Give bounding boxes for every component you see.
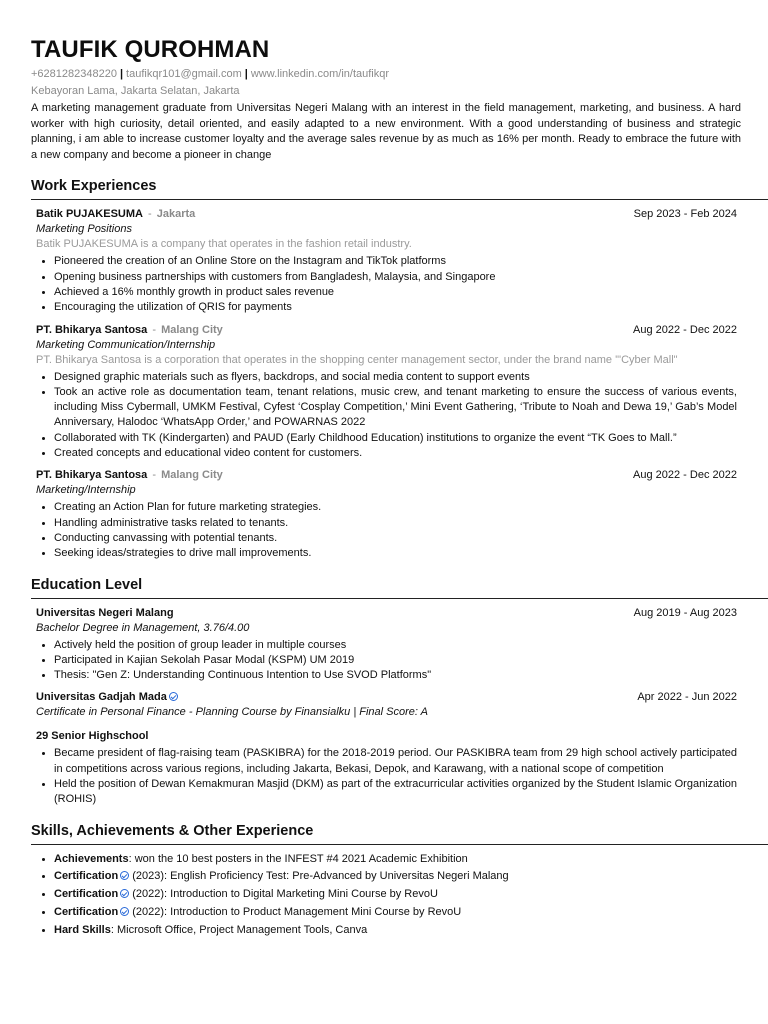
organization-name: Batik PUJAKESUMA <box>36 208 143 221</box>
work-entry <box>31 207 741 315</box>
verified-check-icon <box>169 692 178 701</box>
work-entry <box>31 468 741 561</box>
section-title-education: Education Level <box>31 576 768 599</box>
entry-header <box>36 207 741 222</box>
date-range: Aug 2022 - Dec 2022 <box>633 469 737 482</box>
list-item: • Thesis: "Gen Z: Understanding Continuous Intention to Use SVOD Platforms" <box>54 668 741 683</box>
entry-header <box>36 729 741 744</box>
item-text: : won the 10 best posters in the INFEST #4 2021 Academic Exhibition <box>128 852 468 865</box>
list-item: • Held the position of Dewan Kemakmuran Masjid (DKM) as part of the extracurricular activities organized by the Student Islamic Organization (ROHIS) <box>54 777 741 808</box>
linkedin-link[interactable]: www.linkedin.com/in/taufikqr <box>250 68 390 80</box>
education-entry <box>31 690 741 720</box>
list-item: • Designed graphic materials such as flyers, backdrops, and social media content to support events <box>54 370 741 385</box>
date-range: Sep 2023 - Feb 2024 <box>633 208 737 221</box>
education-entry <box>31 606 741 684</box>
role-title: Marketing Communication/Internship <box>36 338 216 351</box>
bullet-list <box>36 638 741 684</box>
item-text: (2023): English Proficiency Test: Pre-Advanced by Universitas Negeri Malang <box>129 870 509 883</box>
address: Kebayoran Lama, Jakarta Selatan, Jakarta <box>31 85 240 97</box>
date-range: Aug 2022 - Dec 2022 <box>633 323 737 336</box>
date-range: Apr 2022 - Jun 2022 <box>637 691 737 704</box>
list-item: • Pioneered the creation of an Online Store on the Instagram and TikTok platforms <box>54 254 741 269</box>
item-label: Certification <box>54 906 119 918</box>
list-item: • Encouraging the utilization of QRIS for payments <box>54 300 741 315</box>
entry-header <box>36 323 741 338</box>
location: Malang City <box>161 323 223 336</box>
separator-dash: - <box>144 208 155 221</box>
list-item: • Seeking ideas/strategies to drive mall improvements. <box>54 546 741 561</box>
location: Jakarta <box>156 208 196 221</box>
item-text: (2022): Introduction to Digital Marketing Mini Course by RevoU <box>129 888 438 901</box>
company-description: PT. Bhikarya Santosa is a corporation that operates in the shopping center management sector, under the brand name '"Cyber Mall" <box>36 353 678 366</box>
skills-list <box>31 851 741 940</box>
company-description: Batik PUJAKESUMA is a company that operates in the fashion retail industry. <box>36 238 412 251</box>
entry-header <box>36 606 741 621</box>
verified-check-icon <box>120 871 129 880</box>
education-section <box>31 576 741 808</box>
item-label: Achievements <box>54 852 129 865</box>
separator-dash: - <box>149 469 160 482</box>
item-text: : Microsoft Office, Project Management Tools, Canva <box>110 923 368 936</box>
item-label: Hard Skills <box>54 923 111 936</box>
contact-line <box>31 67 741 82</box>
contact-separator: | <box>244 68 248 80</box>
verified-check-icon <box>120 907 129 916</box>
list-item: • Collaborated with TK (Kindergarten) and PAUD (Early Childhood Education) institutions to organize the event “TK Goes to Mall.” <box>54 431 741 446</box>
date-range: Aug 2019 - Aug 2023 <box>633 606 737 619</box>
item-text: (2022): Introduction to Product Management Mini Course by RevoU <box>129 906 462 918</box>
list-item <box>54 868 741 886</box>
item-label: Certification <box>54 870 119 883</box>
bullet-list <box>36 254 741 315</box>
institution-name: 29 Senior Highschool <box>36 730 149 743</box>
list-item: • Opening business partnerships with customers from Bangladesh, Malaysia, and Singapore <box>54 270 741 285</box>
item-label: Certification <box>54 888 119 901</box>
list-item <box>54 851 741 869</box>
list-item <box>54 886 741 904</box>
role-title: Marketing/Internship <box>36 484 136 497</box>
degree-title: Bachelor Degree in Management, 3.76/4.00 <box>36 621 250 634</box>
email-link[interactable]: taufikqr101@gmail.com <box>126 68 242 80</box>
separator-dash: - <box>149 323 160 336</box>
section-title-skills: Skills, Achievements & Other Experience <box>31 822 768 845</box>
list-item: • Conducting canvassing with potential tenants. <box>54 531 741 546</box>
list-item: • Achieved a 16% monthly growth in product sales revenue <box>54 285 741 300</box>
entry-header <box>36 468 741 483</box>
skills-section <box>31 822 741 940</box>
phone-number: +6281282348220 <box>31 68 117 80</box>
certificate-title: Certificate in Personal Finance - Planning Course by Finansialku | Final Score: A <box>36 706 428 719</box>
location: Malang City <box>161 469 223 482</box>
work-section <box>31 177 741 561</box>
work-entry <box>31 323 741 462</box>
bullet-list <box>36 746 741 807</box>
list-item: • Became president of flag-raising team (PASKIBRA) for the 2018-2019 period. Our PASKIBRA team from 29 high school actively participated in competitions across various regions, including Jakarta, Bekasi, Depok, and Karawang, with a national scope of competition <box>54 746 741 777</box>
section-title-work: Work Experiences <box>31 177 768 200</box>
institution-name: Universitas Gadjah Mada <box>36 691 167 704</box>
list-item: • Creating an Action Plan for future marketing strategies. <box>54 500 741 515</box>
institution-name: Universitas Negeri Malang <box>36 606 174 619</box>
list-item: • Actively held the position of group leader in multiple courses <box>54 638 741 653</box>
candidate-name: TAUFIK QUROHMAN <box>31 36 270 63</box>
list-item: • Handling administrative tasks related to tenants. <box>54 516 741 531</box>
list-item: • Participated in Kajian Sekolah Pasar Modal (KSPM) UM 2019 <box>54 653 741 668</box>
entry-header <box>36 690 741 705</box>
list-item <box>54 922 741 940</box>
education-entry <box>31 729 741 807</box>
bullet-list <box>36 370 741 462</box>
role-title: Marketing Positions <box>36 223 132 236</box>
organization-name: PT. Bhikarya Santosa <box>36 469 148 482</box>
organization-name: PT. Bhikarya Santosa <box>36 323 148 336</box>
contact-separator: | <box>119 68 124 80</box>
summary: A marketing management graduate from Universitas Negeri Malang with an interest in the field management, marketing, and business. A hard worker with high curiosity, detail oriented, and easily adapted to a new environment. With a good understanding of business and strategic planning, i am able to increase customer loyalty and the average sales revenue by as much as 16% per month. Ready to embrace the future with a new company and become a pioneer in change <box>31 102 741 161</box>
list-item: • Created concepts and educational video content for customers. <box>54 446 741 461</box>
list-item: • Took an active role as documentation team, tenant relations, music crew, and tenant marketing to ensure the success of various events, including Miss Cybermall, UMKM Festival, Cyfest ‘Cosplay Competition,’ Mini Event Gathering, ‘Tribute to Noah and Dewa 19,’ Gab’s Model Anniversary, Halodoc ‘WhatsApp Order,’ and POWARNAS 2022 <box>54 385 741 431</box>
list-item <box>54 904 741 922</box>
bullet-list <box>36 500 741 561</box>
verified-check-icon <box>120 889 129 898</box>
